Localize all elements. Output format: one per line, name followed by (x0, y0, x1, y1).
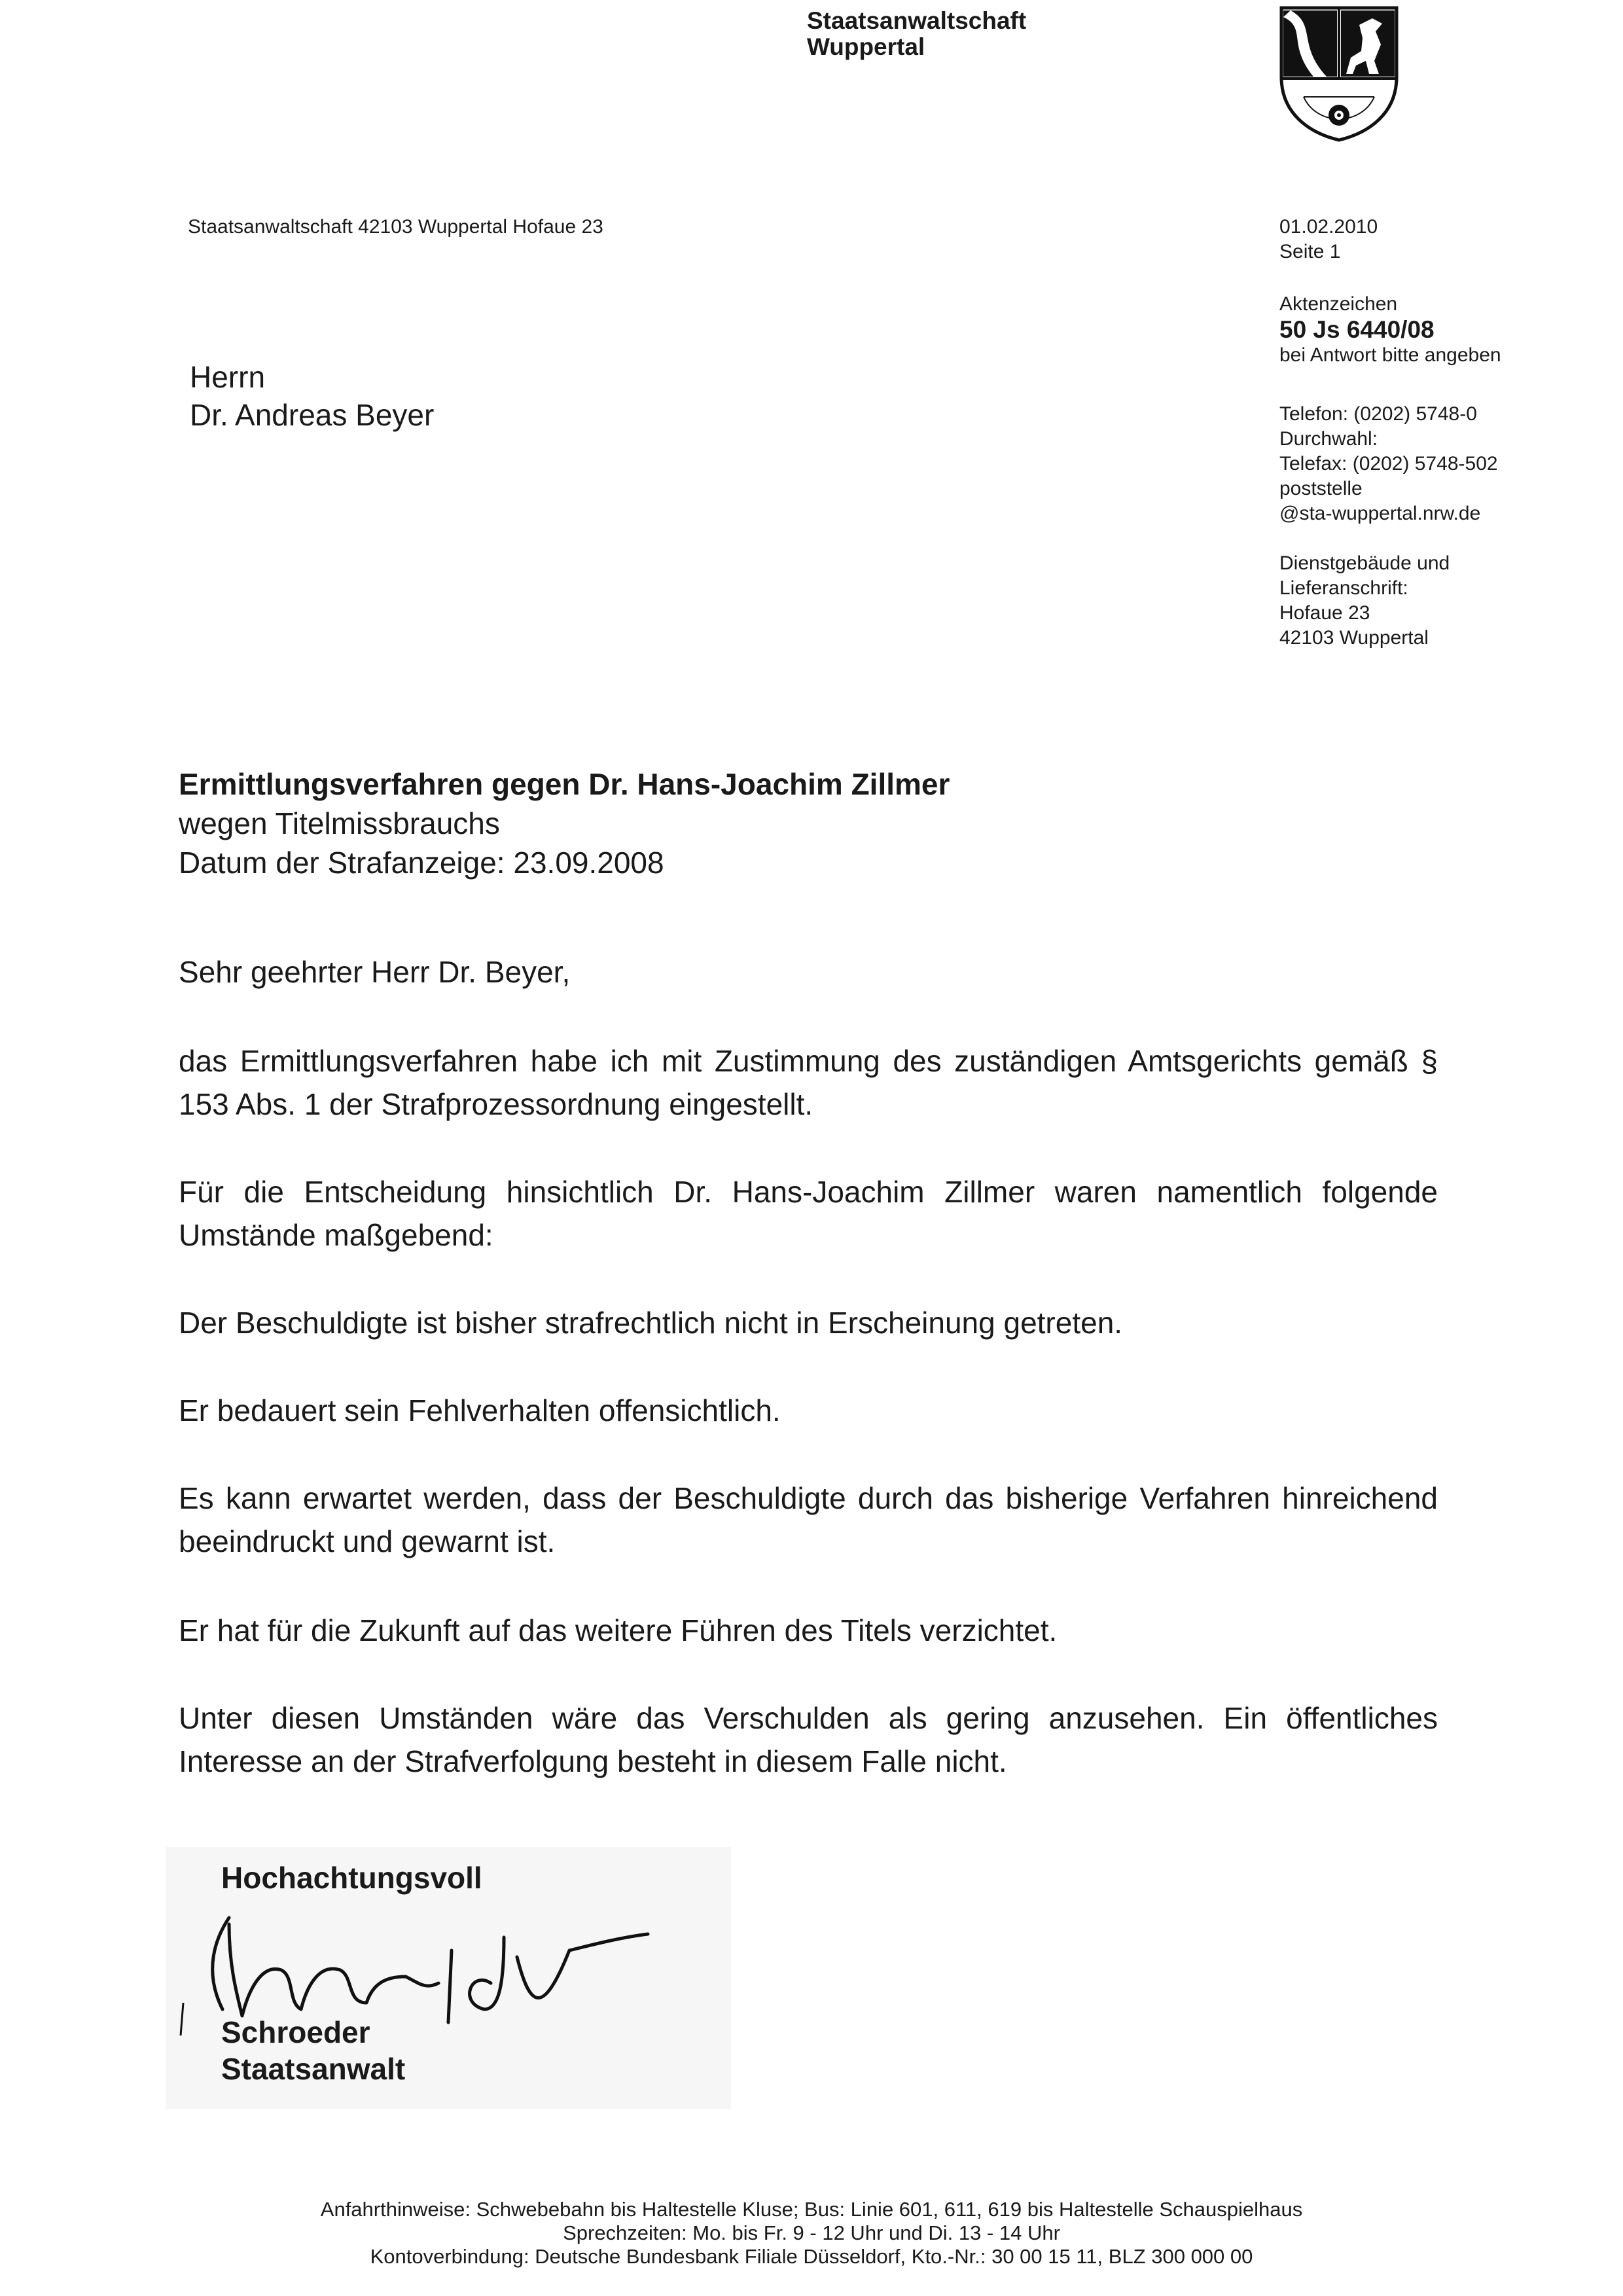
nrw-coat-of-arms-icon (1277, 5, 1400, 143)
valediction: Hochachtungsvoll (221, 1861, 482, 1895)
recipient-salutation: Herrn (190, 360, 266, 394)
recipient-address (190, 358, 434, 434)
office-line-4: 42103 Wuppertal (1279, 627, 1429, 649)
footer (0, 2198, 1623, 2269)
page-number: Seite 1 (1279, 241, 1341, 262)
subject-complaint-date: Datum der Strafanzeige: 23.09.2008 (179, 846, 664, 880)
file-reference-note: bei Antwort bitte angeben (1279, 344, 1501, 366)
email-line-1: poststelle (1279, 478, 1363, 499)
file-reference-block (1279, 292, 1501, 368)
paragraph-1-text: das Ermittlungsverfahren habe ich mit Zustimmung des zuständigen Amtsgerichts gemäß § 153 Abs. 1 der Strafprozessordnung eingestellt. (179, 1044, 1438, 1121)
phone-number: Telefon: (0202) 5748-0 (1279, 403, 1477, 425)
paragraph-5-text: Es kann erwartet werden, dass der Beschuldigte durch das bisherige Verfahren hinreichend beeindruckt und gewarnt ist. (179, 1481, 1438, 1558)
date-block (1279, 215, 1378, 264)
signer-name: Schroeder (221, 2015, 370, 2049)
letterhead (807, 8, 1026, 60)
paragraph-7-text: Unter diesen Umständen wäre das Verschulden als gering anzusehen. Ein öffentliches Interesse an der Strafverfolgung besteht in diesem Falle nicht. (179, 1701, 1438, 1778)
email-line-2: @sta-wuppertal.nrw.de (1279, 503, 1481, 524)
authority-city: Wuppertal (807, 33, 925, 60)
footer-hours: Sprechzeiten: Mo. bis Fr. 9 - 12 Uhr und Di. 13 - 14 Uhr (563, 2221, 1060, 2244)
signer-title: Staatsanwalt (221, 2052, 406, 2086)
office-line-2: Lieferanschrift: (1279, 577, 1408, 599)
greeting (179, 950, 1438, 994)
authority-name: Staatsanwaltschaft (807, 7, 1027, 34)
subject-title: Ermittlungsverfahren gegen Dr. Hans-Joachim Zillmer (179, 767, 950, 801)
footer-bank: Kontoverbindung: Deutsche Bundesbank Filiale Düsseldorf, Kto.-Nr.: 30 00 15 11, BLZ 300 000 00 (370, 2245, 1253, 2268)
subject-block (179, 764, 950, 882)
office-line-3: Hofaue 23 (1279, 602, 1370, 624)
letter-date: 01.02.2010 (1279, 216, 1378, 238)
fax-number: Telefax: (0202) 5748-502 (1279, 453, 1498, 475)
recipient-name: Dr. Andreas Beyer (190, 398, 435, 432)
paragraph-6 (179, 1609, 1438, 1652)
paragraph-5 (179, 1477, 1438, 1563)
paragraph-3-text: Der Beschuldigte ist bisher strafrechtlich nicht in Erscheinung getreten. (179, 1306, 1123, 1340)
paragraph-7 (179, 1696, 1438, 1783)
paragraph-3 (179, 1301, 1438, 1344)
paragraph-2-text: Für die Entscheidung hinsichtlich Dr. Hans-Joachim Zillmer waren namentlich folgende Umstände maßgebend: (179, 1175, 1438, 1252)
footer-directions: Anfahrthinweise: Schwebebahn bis Haltestelle Kluse; Bus: Linie 601, 611, 619 bis Haltestelle Schauspielhaus (320, 2198, 1303, 2221)
contact-block (1279, 402, 1498, 526)
office-address-block (1279, 551, 1450, 651)
paragraph-4 (179, 1389, 1438, 1432)
office-line-1: Dienstgebäude und (1279, 552, 1450, 574)
paragraph-4-text: Er bedauert sein Fehlverhalten offensichtlich. (179, 1393, 781, 1427)
sender-address-line: Staatsanwaltschaft 42103 Wuppertal Hofaue 23 (188, 216, 603, 238)
file-reference-number: 50 Js 6440/08 (1279, 316, 1435, 343)
file-reference-label: Aktenzeichen (1279, 293, 1398, 315)
greeting-text: Sehr geehrter Herr Dr. Beyer, (179, 955, 571, 989)
paragraph-6-text: Er hat für die Zukunft auf das weitere Führen des Titels verzichtet. (179, 1613, 1058, 1647)
subject-reason: wegen Titelmissbrauchs (179, 806, 500, 840)
direct-dial: Durchwahl: (1279, 428, 1378, 450)
paragraph-1 (179, 1039, 1438, 1126)
paragraph-2 (179, 1170, 1438, 1257)
